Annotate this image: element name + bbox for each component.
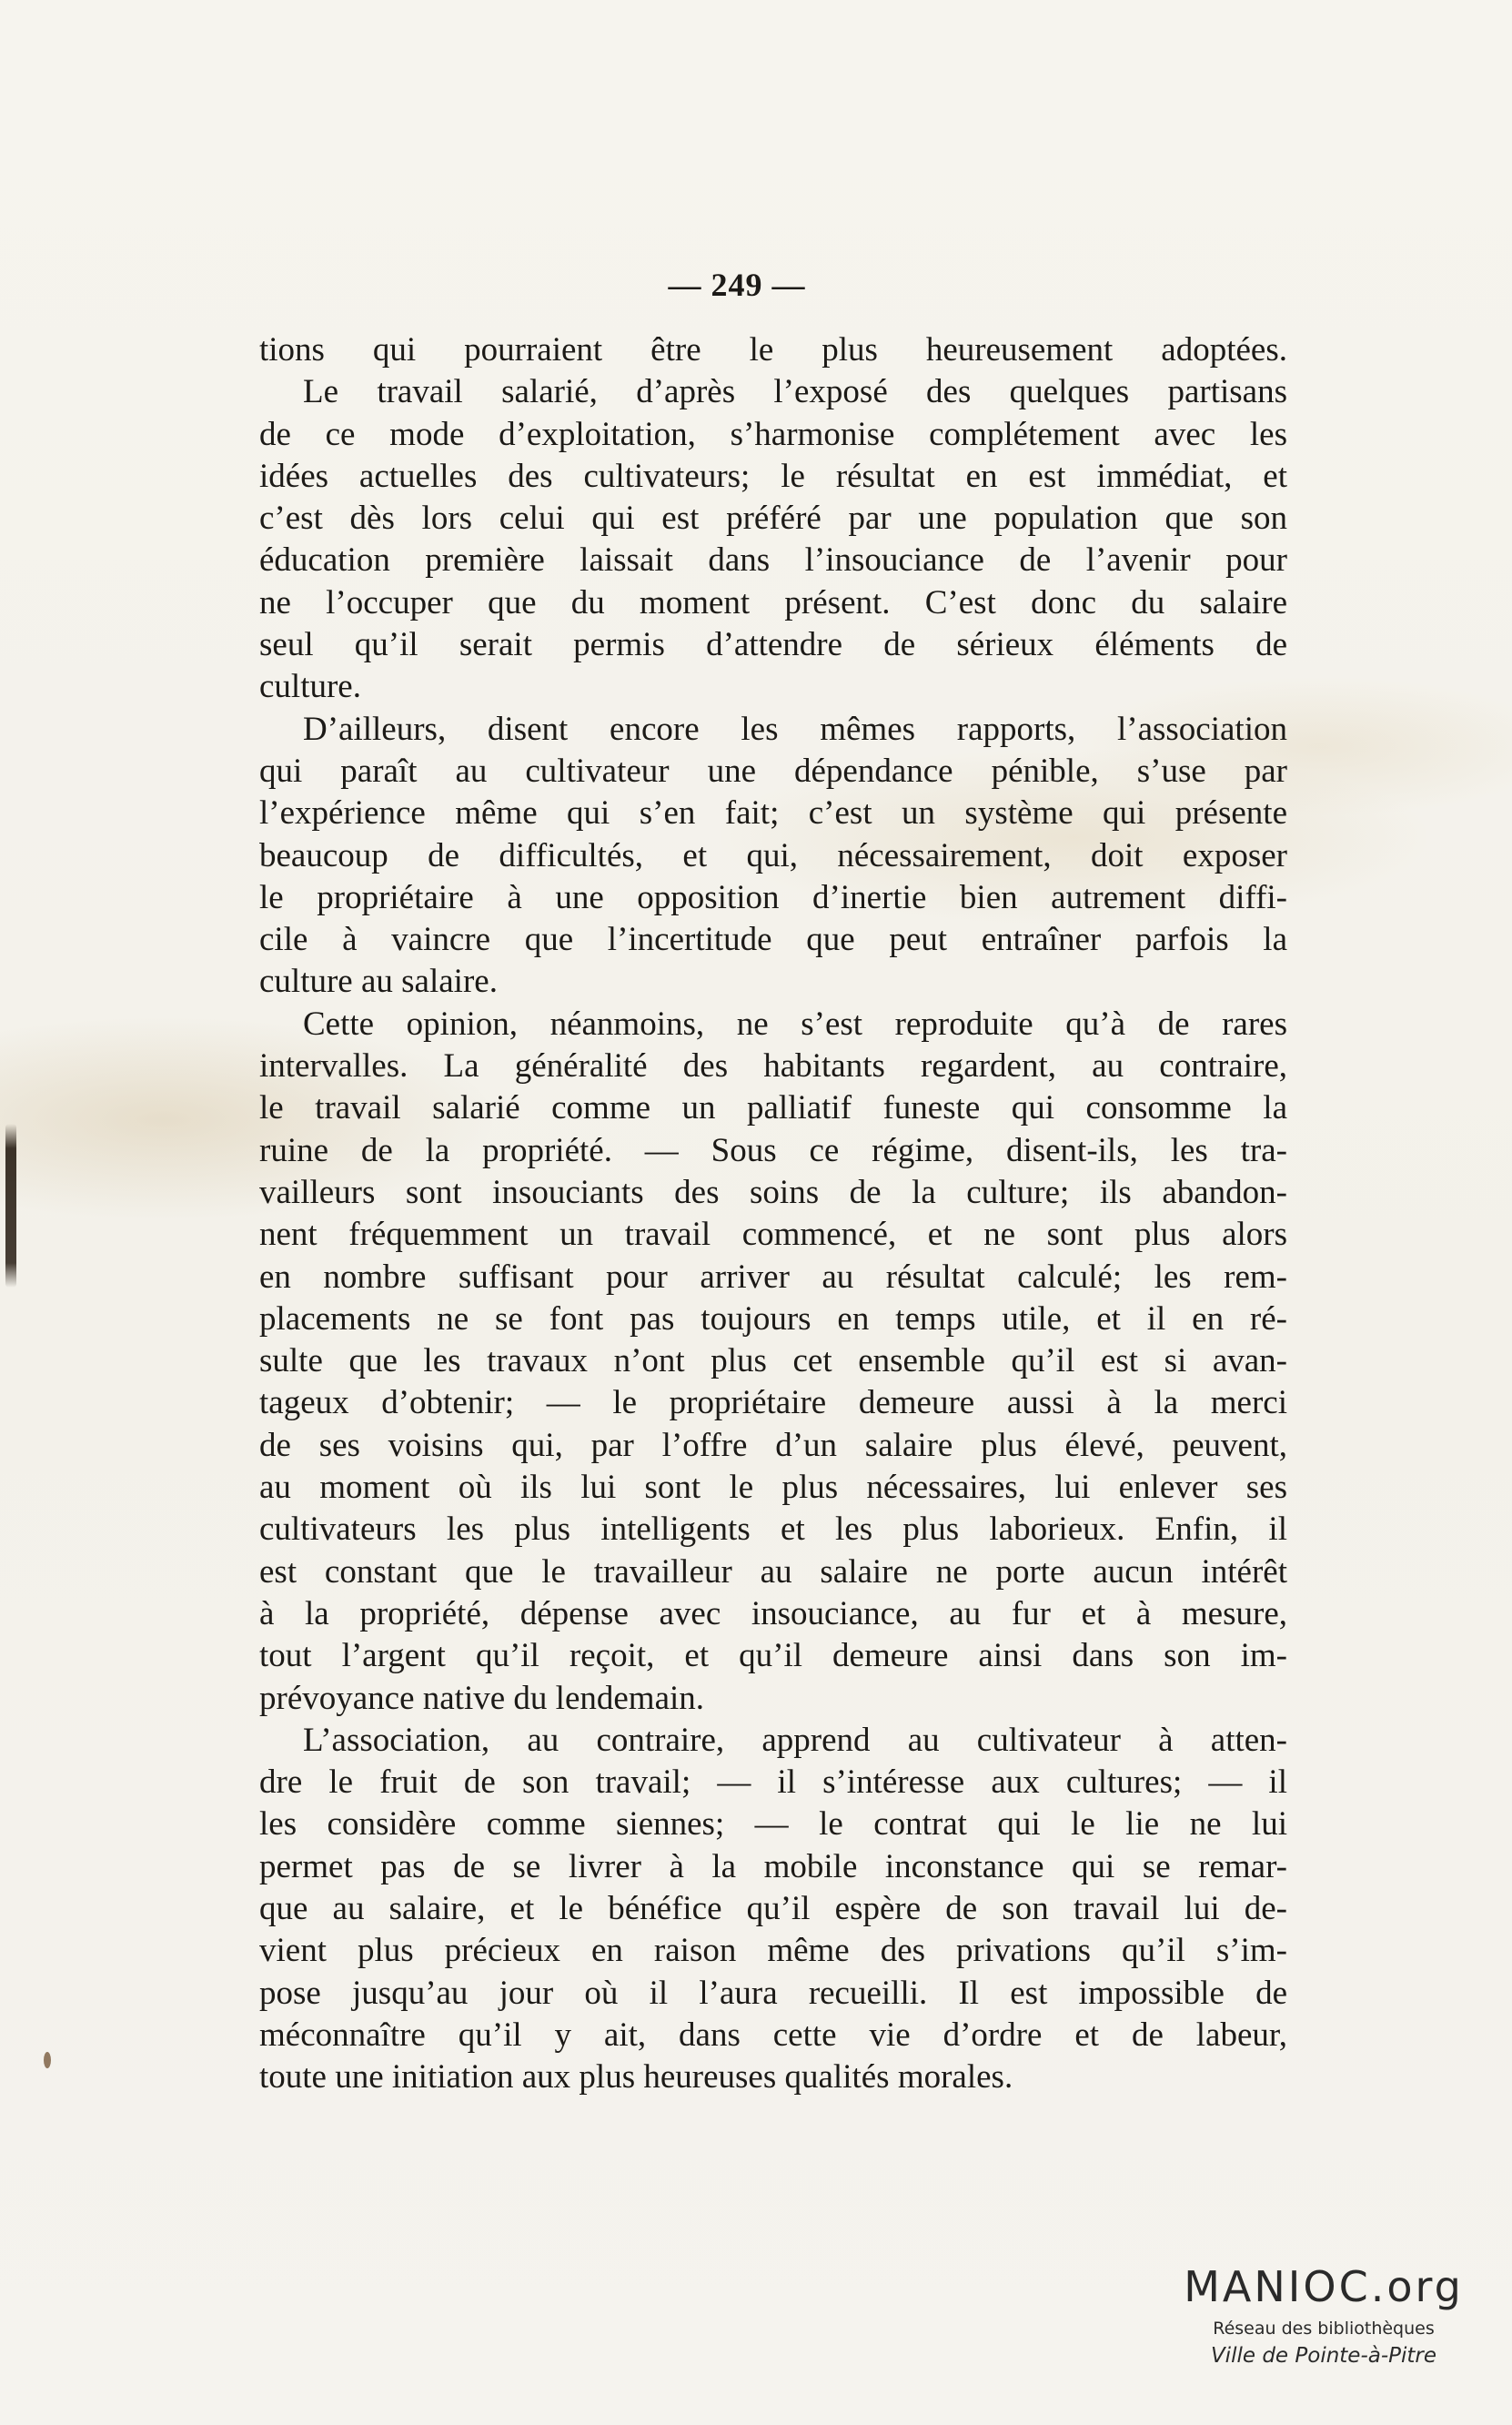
text-line: prévoyance native du lendemain. <box>259 1679 705 1717</box>
text-line: le propriétaire à une opposition d’inertie bien autrement diffi- <box>259 878 1287 916</box>
text-line: pose jusqu’au jour où il l’aura recueilli. Il est impossible de <box>259 1974 1287 2012</box>
text-line: Cette opinion, néanmoins, ne s’est reproduite qu’à de rares <box>303 1005 1287 1043</box>
text-line: culture au salaire. <box>259 963 498 1001</box>
text-line: tout l’argent qu’il reçoit, et qu’il demeure ainsi dans son im- <box>259 1637 1287 1675</box>
text-line: qui paraît au cultivateur une dépendance pénible, s’use par <box>259 752 1287 790</box>
text-line: tageux d’obtenir; — le propriétaire demeure aussi à la merci <box>259 1384 1287 1422</box>
text-line: que au salaire, et le bénéfice qu’il espère de son travail lui de- <box>259 1889 1287 1927</box>
text-line: L’association, au contraire, apprend au cultivateur à atten- <box>303 1721 1287 1759</box>
logo-brand: MANIOC.org <box>1184 2262 1464 2311</box>
text-line: cile à vaincre que l’incertitude que peut entraîner parfois la <box>259 921 1287 959</box>
text-line: à la propriété, dépense avec insouciance, au fur et à mesure, <box>259 1594 1287 1632</box>
text-line: cultivateurs les plus intelligents et les plus laborieux. Enfin, il <box>259 1511 1287 1549</box>
text-line: en nombre suffisant pour arriver au résultat calculé; les rem- <box>259 1258 1287 1296</box>
ink-spot <box>44 2052 51 2068</box>
manioc-logo <box>1169 2261 1478 2370</box>
text-line: tions qui pourraient être le plus heureusement adoptées. <box>259 331 1287 369</box>
binding-mark <box>5 1124 16 1288</box>
body-text <box>259 329 1287 2098</box>
page-number: — 249 — <box>668 267 806 303</box>
text-line: au moment où ils lui sont le plus nécessaires, lui enlever ses <box>259 1469 1287 1507</box>
logo-location: Ville de Pointe-à-Pitre <box>1210 2344 1437 2368</box>
text-line: de ses voisins qui, par l’offre d’un salaire plus élevé, peuvent, <box>259 1426 1287 1464</box>
text-line: ne l’occuper que du moment présent. C’est donc du salaire <box>259 583 1287 621</box>
text-line: sulte que les travaux n’ont plus cet ensemble qu’il est si avan- <box>259 1342 1287 1380</box>
text-line: beaucoup de difficultés, et qui, nécessairement, doit exposer <box>259 836 1287 874</box>
text-line: idées actuelles des cultivateurs; le résultat en est immédiat, et <box>259 457 1287 495</box>
text-line: intervalles. La généralité des habitants regardent, au contraire, <box>259 1047 1287 1086</box>
text-line: l’expérience même qui s’en fait; c’est un système qui présente <box>259 794 1287 833</box>
text-line: c’est dès lors celui qui est préféré par une population que son <box>259 500 1287 538</box>
text-line: D’ailleurs, disent encore les mêmes rapports, l’association <box>303 710 1287 748</box>
text-line: nent fréquemment un travail commencé, et ne sont plus alors <box>259 1216 1287 1254</box>
text-line: les considère comme siennes; — le contrat qui le lie ne lui <box>259 1805 1287 1844</box>
text-line: dre le fruit de son travail; — il s’intéresse aux cultures; — il <box>259 1763 1287 1802</box>
text-line: ruine de la propriété. — Sous ce régime, disent-ils, les tra- <box>259 1131 1287 1169</box>
text-line: culture. <box>259 668 361 706</box>
text-line: méconnaître qu’il y ait, dans cette vie d’ordre et de labeur, <box>259 2016 1287 2054</box>
text-line: vient plus précieux en raison même des privations qu’il s’im- <box>259 1932 1287 1970</box>
text-line: seul qu’il serait permis d’attendre de sérieux éléments de <box>259 626 1287 664</box>
text-line: est constant que le travailleur au salaire ne porte aucun intérêt <box>259 1552 1287 1591</box>
text-line: de ce mode d’exploitation, s’harmonise complétement avec les <box>259 415 1287 453</box>
logo-subtitle: Réseau des bibliothèques <box>1213 2319 1435 2339</box>
text-line: toute une initiation aux plus heureuses qualités morales. <box>259 2058 1013 2097</box>
text-line: éducation première laissait dans l’insouciance de l’avenir pour <box>259 541 1287 580</box>
text-line: vailleurs sont insouciants des soins de la culture; ils abandon- <box>259 1173 1287 1211</box>
text-line: permet pas de se livrer à la mobile inconstance qui se remar- <box>259 1847 1287 1885</box>
text-line: le travail salarié comme un palliatif funeste qui consomme la <box>259 1089 1287 1127</box>
text-line: placements ne se font pas toujours en temps utile, et il en ré- <box>259 1299 1287 1338</box>
text-line: Le travail salarié, d’après l’exposé des quelques partisans <box>303 373 1287 411</box>
